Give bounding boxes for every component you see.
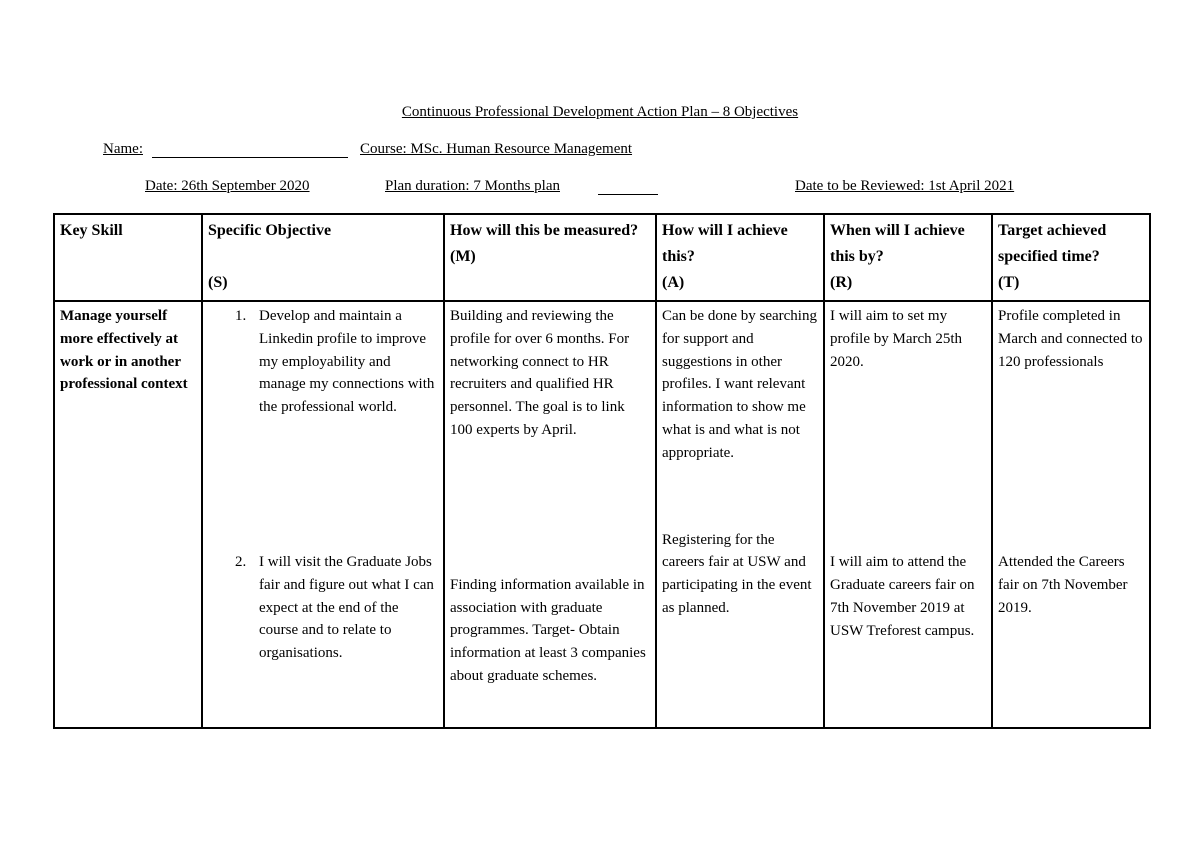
header-achieve-code: (A) [662,274,685,291]
header-target-title: Target achieved specified time? [998,222,1107,265]
specific-objective-cell [202,301,444,728]
objective-1-specific-text: Develop and maintain a Linkedin profile to improve my employability and manage my connections with the professional world. [259,308,435,416]
name-label: Name: [103,141,143,157]
key-skill-cell [54,301,202,728]
header-when-code: (R) [830,274,853,291]
header-measured-code: (M) [450,248,476,265]
plan-duration-label: Plan duration: 7 Months plan [385,178,560,194]
objective-1-achieve: Can be done by searching for support and suggestions in other profiles. I want relevant information to show me what is and what is not appropriate. [662,308,817,461]
header-key-skill-title: Key Skill [60,222,123,239]
header-specific-objective [202,214,444,301]
header-when-title: When will I achieve this by? [830,222,965,265]
achieve-cell [656,301,824,728]
objective-1-number: 1. [235,308,247,324]
plan-duration-underline [598,194,658,195]
header-achieve-title: How will I achieve this? [662,222,788,265]
action-plan-table [53,213,1151,729]
header-specific-objective-code: (S) [208,274,228,291]
header-measured-title: How will this be measured? [450,222,639,239]
course-label: Course: MSc. Human Resource Management [360,141,633,157]
date-label: Date: 26th September 2020 [145,178,310,194]
objective-2-specific [208,551,438,665]
when-cell [824,301,992,728]
objective-1-specific [208,305,438,419]
header-measured [444,214,656,301]
objective-2-specific-text: I will visit the Graduate Jobs fair and figure out what I can expect at the end of the course and to relate to organisations. [259,553,434,662]
objective-2-measured: Finding information available in association with graduate programmes. Target- Obtain information at least 3 companies about graduate schemes. [450,576,646,684]
target-cell [992,301,1150,728]
header-target-code: (T) [998,274,1020,291]
name-blank-line [152,157,348,158]
objective-1-when: I will aim to set my profile by March 25th 2020. [830,308,963,370]
table-header-row [54,214,1150,301]
objective-2-achieve: Registering for the careers fair at USW and participating in the event as planned. [662,531,812,616]
objective-2-number: 2. [235,553,247,570]
review-date-label: Date to be Reviewed: 1st April 2021 [795,178,1015,194]
objective-1-measured: Building and reviewing the profile for over 6 months. For networking connect to HR recruiters and qualified HR personnel. The goal is to link 100 experts by April. [450,308,630,438]
header-achieve [656,214,824,301]
objective-2-when: I will aim to attend the Graduate careers fair on 7th November 2019 at USW Treforest campus. [830,554,975,639]
objective-2-target: Attended the Careers fair on 7th November 2019. [998,554,1128,616]
key-skill-text: Manage yourself more effectively at work or in another professional context [60,308,188,393]
header-key-skill [54,214,202,301]
table-row [54,301,1150,728]
header-target [992,214,1150,301]
objective-1-target: Profile completed in March and connected to 120 professionals [998,308,1143,370]
header-when [824,214,992,301]
document-title: Continuous Professional Development Action Plan – 8 Objectives [401,104,799,120]
header-specific-objective-title: Specific Objective [208,222,332,239]
measured-cell [444,301,656,728]
